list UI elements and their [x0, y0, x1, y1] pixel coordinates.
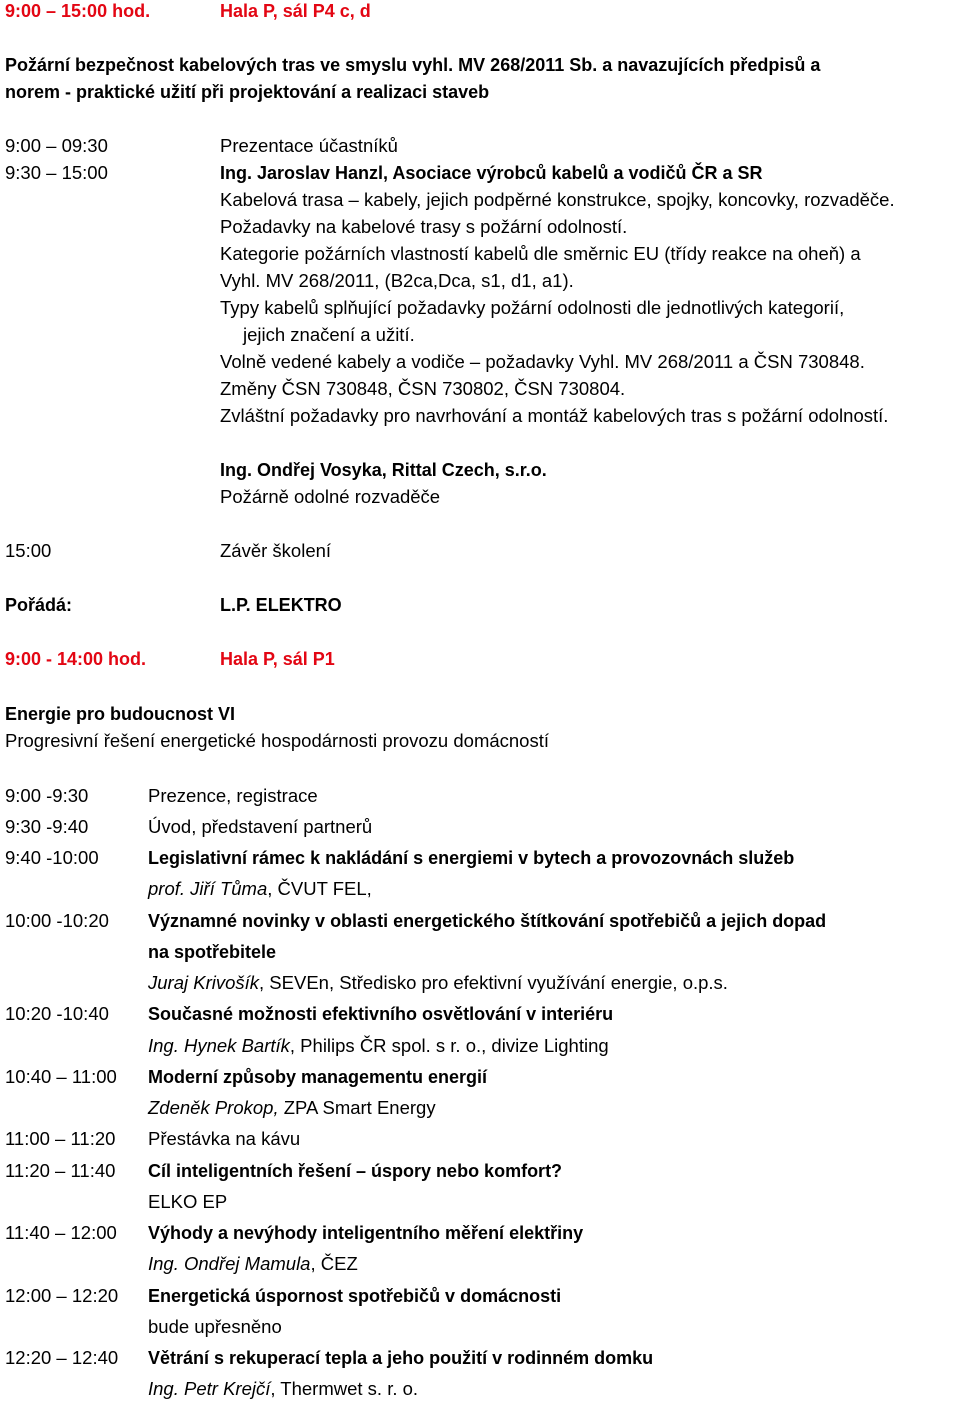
- part1-detail-line: Zvláštní požadavky pro navrhování a montáž kabelových tras s požární odolností.: [220, 405, 889, 426]
- part1-detail-line: Kategorie požárních vlastností kabelů dle směrnic EU (třídy reakce na oheň) a: [220, 243, 861, 264]
- schedule-title: Výhody a nevýhody inteligentního měření elektřiny: [148, 1223, 584, 1243]
- schedule-speaker: [148, 1378, 418, 1400]
- schedule-speaker: bude upřesněno: [148, 1316, 282, 1337]
- part1-detail-line: Požadavky na kabelové trasy s požární odolností.: [220, 216, 628, 237]
- speaker-org: , Thermwet s. r. o.: [270, 1378, 419, 1399]
- part1-header-time: 9:00 – 15:00 hod.: [5, 1, 151, 21]
- part1-speaker2-topic: Požárně odolné rozvaděče: [220, 486, 441, 507]
- speaker-org: , ČEZ: [310, 1253, 358, 1274]
- part1-detail-line: Kabelová trasa – kabely, jejich podpěrné konstrukce, spojky, koncovky, rozvaděče.: [220, 189, 895, 210]
- schedule-time: 11:00 – 11:20: [5, 1128, 116, 1149]
- speaker-org: ZPA Smart Energy: [278, 1097, 436, 1118]
- schedule-time: 10:00 -10:20: [5, 910, 109, 931]
- part2-title: Energie pro budoucnost VI: [5, 704, 236, 724]
- part1-item-time: 9:00 – 09:30: [5, 135, 108, 156]
- schedule-time: 9:00 -9:30: [5, 785, 89, 806]
- part1-detail-line: Změny ČSN 730848, ČSN 730802, ČSN 730804.: [220, 378, 626, 399]
- speaker-name: prof. Jiří Tůma: [148, 878, 268, 899]
- part1-speaker2: Ing. Ondřej Vosyka, Rittal Czech, s.r.o.: [220, 460, 547, 480]
- schedule-time: 11:20 – 11:40: [5, 1160, 116, 1181]
- schedule-title: Prezence, registrace: [148, 785, 318, 806]
- schedule-time: 12:20 – 12:40: [5, 1347, 119, 1368]
- schedule-time: 10:40 – 11:00: [5, 1066, 117, 1087]
- part1-detail-line: jejich značení a užití.: [243, 324, 415, 345]
- schedule-time: 9:30 -9:40: [5, 816, 89, 837]
- schedule-time: 10:20 -10:40: [5, 1003, 109, 1024]
- speaker-name: Ing. Hynek Bartík: [148, 1035, 290, 1056]
- schedule-speaker: [148, 1253, 358, 1275]
- speaker-name: Ing. Ondřej Mamula: [148, 1253, 311, 1274]
- schedule-speaker: [148, 1097, 436, 1119]
- schedule-title: Legislativní rámec k nakládání s energiemi v bytech a provozovnách služeb: [148, 848, 795, 868]
- schedule-time: 12:00 – 12:20: [5, 1285, 119, 1306]
- schedule-title: Moderní způsoby managementu energií: [148, 1067, 488, 1087]
- schedule-speaker: [148, 972, 728, 994]
- schedule-speaker: [148, 1035, 609, 1057]
- part1-header-venue: Hala P, sál P4 c, d: [220, 1, 371, 21]
- speaker-name: Juraj Krivošík: [148, 972, 260, 993]
- speaker-name: Zdeněk Prokop,: [148, 1097, 279, 1118]
- schedule-title: Cíl inteligentních řešení – úspory nebo komfort?: [148, 1161, 563, 1181]
- schedule-title: Větrání s rekuperací tepla a jeho použití v rodinném domku: [148, 1348, 654, 1368]
- schedule-title-cont: na spotřebitele: [148, 942, 277, 962]
- part1-end-text: Závěr školení: [220, 540, 332, 561]
- part1-title-line2: norem - praktické užití při projektování a realizaci staveb: [5, 82, 490, 102]
- speaker-org: , ČVUT FEL,: [267, 878, 372, 899]
- part1-title-line1: Požární bezpečnost kabelových tras ve smyslu vyhl. MV 268/2011 Sb. a navazujících předpisů a: [5, 55, 821, 75]
- organizer-label: Pořádá:: [5, 595, 73, 615]
- part2-header-time: 9:00 - 14:00 hod.: [5, 649, 147, 669]
- part2-header-venue: Hala P, sál P1: [220, 649, 335, 669]
- part1-detail-line: Typy kabelů splňující požadavky požární odolnosti dle jednotlivých kategorií,: [220, 297, 845, 318]
- part1-end-time: 15:00: [5, 540, 52, 561]
- schedule-title: Úvod, představení partnerů: [148, 816, 373, 837]
- speaker-org: , Philips ČR spol. s r. o., divize Lighting: [289, 1035, 609, 1056]
- speaker-org: , SEVEn, Středisko pro efektivní využívání energie, o.p.s.: [259, 972, 728, 993]
- part1-item-text: Prezentace účastníků: [220, 135, 398, 156]
- organizer-name: L.P. ELEKTRO: [220, 595, 342, 615]
- speaker-name: Ing. Petr Krejčí: [148, 1378, 271, 1399]
- part1-detail-line: Volně vedené kabely a vodiče – požadavky Vyhl. MV 268/2011 a ČSN 730848.: [220, 351, 865, 372]
- schedule-speaker: [148, 878, 372, 900]
- schedule-title: Energetická úspornost spotřebičů v domácnosti: [148, 1286, 562, 1306]
- schedule-title: Přestávka na kávu: [148, 1128, 301, 1149]
- part2-subtitle: Progresivní řešení energetické hospodárnosti provozu domácností: [5, 730, 549, 751]
- part1-speaker: Ing. Jaroslav Hanzl, Asociace výrobců kabelů a vodičů ČR a SR: [220, 163, 763, 183]
- schedule-title: Současné možnosti efektivního osvětlování v interiéru: [148, 1004, 614, 1024]
- part1-item-time: 9:30 – 15:00: [5, 162, 108, 183]
- part1-detail-line: Vyhl. MV 268/2011, (B2ca,Dca, s1, d1, a1).: [220, 270, 574, 291]
- schedule-time: 11:40 – 12:00: [5, 1222, 117, 1243]
- schedule-speaker: ELKO EP: [148, 1191, 228, 1212]
- schedule-title: Významné novinky v oblasti energetického štítkování spotřebičů a jejich dopad: [148, 911, 827, 931]
- schedule-time: 9:40 -10:00: [5, 847, 99, 868]
